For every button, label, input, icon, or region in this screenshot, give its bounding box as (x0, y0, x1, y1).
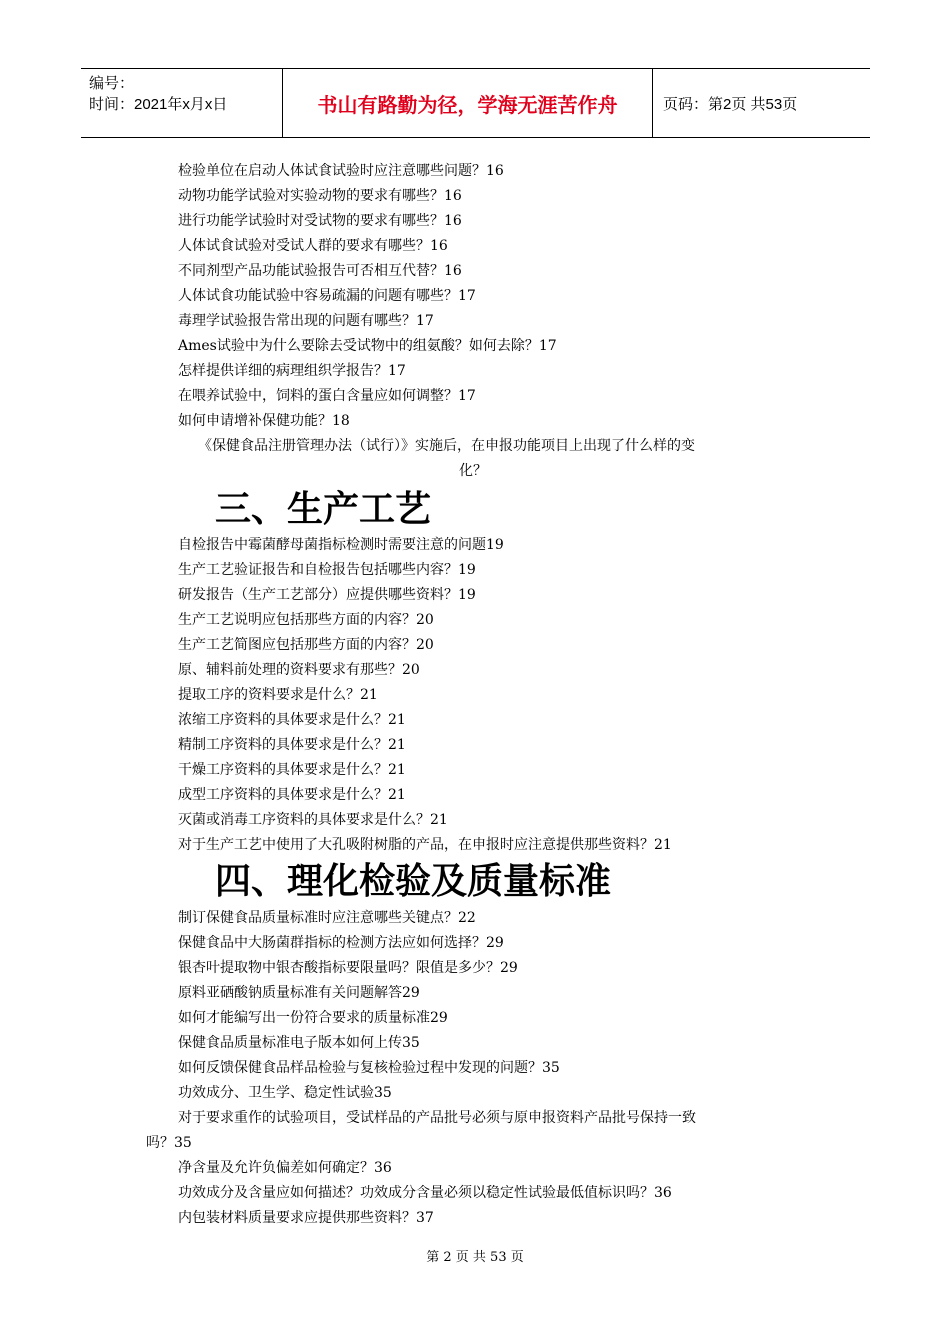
toc-entry[interactable]: 人体试食试验对受试人群的要求有哪些？16 (178, 238, 448, 254)
toc-entry[interactable]: 如何反馈保健食品样品检验与复核检验过程中发现的问题？35 (178, 1060, 560, 1076)
toc-entry[interactable]: 如何申请增补保健功能？18 (178, 413, 350, 429)
toc-entry[interactable]: 功效成分及含量应如何描述？功效成分含量必须以稳定性试验最低值标识吗？36 (178, 1185, 672, 1201)
toc-entry-long-continuation[interactable]: 化？ (459, 463, 487, 479)
section-heading-quality: 四、理化检验及质量标准 (215, 861, 612, 902)
toc-entry[interactable]: 制订保健食品质量标准时应注意哪些关键点？22 (178, 910, 476, 926)
toc-entry[interactable]: 检验单位在启动人体试食试验时应注意哪些问题？16 (178, 163, 504, 179)
toc-entry[interactable]: 浓缩工序资料的具体要求是什么？21 (178, 712, 406, 728)
toc-entry[interactable]: 提取工序的资料要求是什么？21 (178, 687, 378, 703)
toc-entry[interactable]: 动物功能学试验对实验动物的要求有哪些？16 (178, 188, 462, 204)
toc-entry[interactable]: 自检报告中霉菌酵母菌指标检测时需要注意的问题19 (178, 537, 504, 553)
toc-entry[interactable]: 灭菌或消毒工序资料的具体要求是什么？21 (178, 812, 448, 828)
toc-entry[interactable]: 不同剂型产品功能试验报告可否相互代替？16 (178, 263, 462, 279)
toc-entry[interactable]: 进行功能学试验时对受试物的要求有哪些？16 (178, 213, 462, 229)
toc-entry[interactable]: 银杏叶提取物中银杏酸指标要限量吗？限值是多少？29 (178, 960, 518, 976)
toc-entry[interactable]: 原、辅料前处理的资料要求有那些？20 (178, 662, 420, 678)
toc-entry[interactable]: 生产工艺验证报告和自检报告包括哪些内容？19 (178, 562, 476, 578)
document-date: 时间：2021年x月x日 (89, 96, 228, 113)
toc-entry[interactable]: 研发报告（生产工艺部分）应提供哪些资料？19 (178, 587, 476, 603)
header-meta (81, 69, 282, 137)
toc-entry[interactable]: 如何才能编写出一份符合要求的质量标准29 (178, 1010, 448, 1026)
section-heading-production: 三、生产工艺 (215, 489, 432, 530)
toc-entry-long[interactable]: 对于要求重作的试验项目，受试样品的产品批号必须与原申报资料产品批号保持一致 (178, 1110, 696, 1126)
toc-entry[interactable]: 对于生产工艺中使用了大孔吸附树脂的产品，在申报时应注意提供那些资料？21 (178, 837, 672, 853)
toc-entry[interactable]: 生产工艺简图应包括那些方面的内容？20 (178, 637, 434, 653)
toc-entry[interactable]: 保健食品质量标准电子版本如何上传35 (178, 1035, 420, 1051)
toc-entry[interactable]: 毒理学试验报告常出现的问题有哪些？17 (178, 313, 434, 329)
toc-entry[interactable]: 成型工序资料的具体要求是什么？21 (178, 787, 406, 803)
toc-entry-long[interactable]: 《保健食品注册管理办法（试行）》实施后，在申报功能项目上出现了什么样的变 (198, 438, 695, 454)
toc-entry[interactable]: 精制工序资料的具体要求是什么？21 (178, 737, 406, 753)
toc-entry[interactable]: Ames试验中为什么要除去受试物中的组氨酸？如何去除？17 (178, 338, 557, 354)
toc-entry[interactable]: 生产工艺说明应包括那些方面的内容？20 (178, 612, 434, 628)
toc-entry-long-continuation[interactable]: 吗？35 (146, 1135, 192, 1151)
toc-entry[interactable]: 在喂养试验中，饲料的蛋白含量应如何调整？17 (178, 388, 476, 404)
header-page-info: 页码：第2页 共53页 (663, 95, 798, 113)
header-motto: 书山有路勤为径，学海无涯苦作舟 (282, 69, 653, 137)
toc-entry[interactable]: 干燥工序资料的具体要求是什么？21 (178, 762, 406, 778)
toc-entry[interactable]: 原料亚硒酸钠质量标准有关问题解答29 (178, 985, 420, 1001)
toc-entry[interactable]: 内包装材料质量要求应提供那些资料？37 (178, 1210, 434, 1226)
toc-entry[interactable]: 保健食品中大肠菌群指标的检测方法应如何选择？29 (178, 935, 504, 951)
page-header (81, 68, 870, 138)
toc-entry[interactable]: 怎样提供详细的病理组织学报告？17 (178, 363, 406, 379)
toc-entry[interactable]: 人体试食功能试验中容易疏漏的问题有哪些？17 (178, 288, 476, 304)
document-number-label: 编号： (89, 75, 135, 92)
toc-entry[interactable]: 净含量及允许负偏差如何确定？36 (178, 1160, 392, 1176)
toc-entry[interactable]: 功效成分、卫生学、稳定性试验35 (178, 1085, 392, 1101)
page-footer: 第 2 页 共 53 页 (426, 1250, 524, 1265)
